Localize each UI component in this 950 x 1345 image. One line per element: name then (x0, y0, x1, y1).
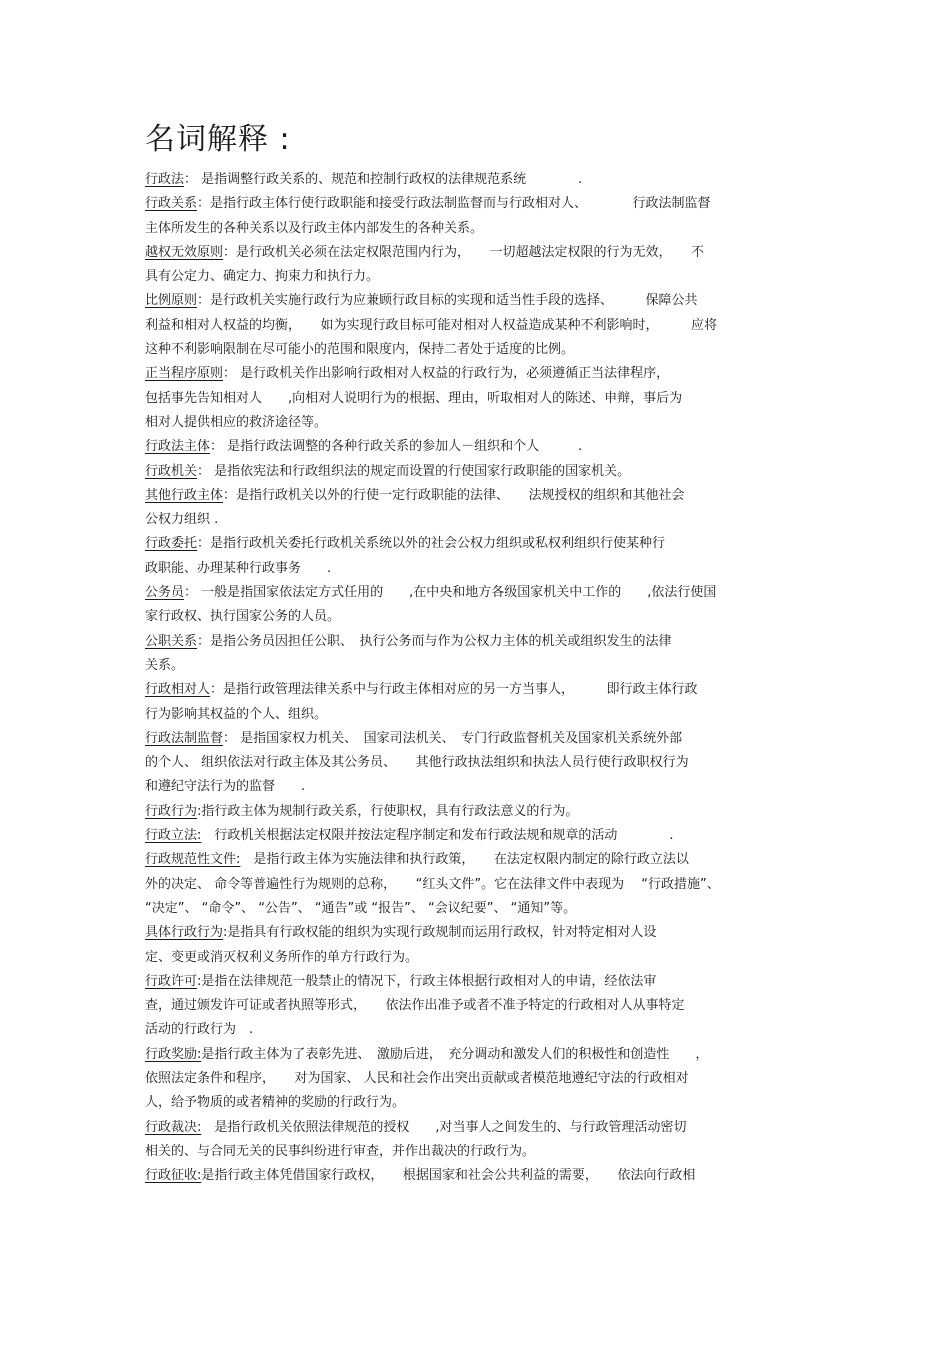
definition-line (145, 678, 810, 702)
definition-line (145, 217, 810, 241)
definition-term: 行政相对人 (145, 682, 211, 698)
definition-text: 人，给予物质的或者精神的奖励的行政行为。 (145, 1095, 406, 1111)
definition-entry (145, 678, 810, 727)
definition-text: ： 是指行政法调整的各种行政关系的参加人－组织和个人 . (210, 439, 583, 455)
definition-text: ：是指行政机关以外的行使一定行政职能的法律、 法规授权的组织和其他社会 (223, 487, 685, 503)
definition-line (145, 897, 810, 921)
definition-term: 行政法主体 (145, 439, 211, 455)
definition-line (145, 192, 810, 216)
definition-entry (145, 848, 810, 921)
definition-term: 公务员 (145, 585, 185, 601)
definition-text: 包括事先告知相对人 ,向相对人说明行为的根据、理由，听取相对人的陈述、申辩，事后为 (145, 390, 683, 406)
definition-line (145, 775, 810, 799)
definition-text: 是指行政主体为实施法律和执行政策， 在法定权限内制定的除行政立法以 (240, 852, 689, 868)
definition-text: ： 是指依宪法和行政组织法的规定而设置的行使国家行政职能的国家机关。 (197, 463, 631, 479)
definition-line (145, 1018, 810, 1042)
definition-line (145, 751, 810, 775)
definition-term: 行政征收: (145, 1168, 202, 1184)
definition-term: 行政法 (145, 172, 185, 187)
definition-text: 主体所发生的各种关系以及行政主体内部发生的各种关系。 (145, 220, 484, 236)
definition-term: 正当程序原则 (145, 366, 224, 382)
definition-entry (145, 1164, 810, 1188)
definition-entry (145, 1116, 810, 1165)
definition-line (145, 970, 810, 994)
definition-line (145, 362, 810, 386)
definition-term: 公职关系 (145, 633, 198, 649)
definition-line (145, 411, 810, 435)
definition-text: 和遵纪守法行为的监督 . (145, 779, 306, 795)
definition-term: 行政裁决: (145, 1119, 202, 1135)
definition-text: 的个人、 组织依法对行政主体及其公务员、 其他行政执法组织和执法人员行使行政职权行为 (145, 755, 689, 771)
definition-line (145, 824, 810, 848)
definition-text: 相关的、与合同无关的民事纠纷进行审查，并作出裁决的行政行为。 (145, 1143, 536, 1159)
definition-text: ：是指公务员因担任公职、 执行公务而与作为公权力主体的机关或组织发生的法律 (197, 633, 672, 649)
definition-text: “决定”、 “命令”、 “公告”、 “通告”或 “报告”、 “会议纪要”、 “通知”等。 (145, 900, 577, 916)
definition-text: 行为影响其权益的个人、组织。 (145, 706, 328, 722)
definition-text: ： 是指国家权力机关、 国家司法机关、 专门行政监督机关及国家机关系统外部 (223, 730, 683, 746)
definition-entry (145, 532, 810, 581)
definition-line (145, 800, 810, 824)
definition-text: 关系。 (145, 657, 185, 673)
definition-line (145, 1116, 810, 1140)
definition-entry (145, 921, 810, 970)
definition-text: :是指在法律规范一般禁止的情况下，行政主体根据行政相对人的申请，经依法审 (197, 973, 657, 989)
definition-line (145, 289, 810, 313)
definition-line (145, 994, 810, 1018)
definition-text: 行政机关根据法定权限并按法定程序制定和发布行政法规和规章的活动 . (201, 828, 674, 844)
definition-term: 越权无效原则 (145, 244, 224, 260)
definition-entry (145, 192, 810, 241)
definition-text: ：是行政机关必须在法定权限范围内行为， 一切超越法定权限的行为无效， 不 (223, 244, 705, 260)
definition-line (145, 1043, 810, 1067)
definition-text: 公权力组织 . (145, 512, 219, 528)
definition-line (145, 946, 810, 970)
definition-line (145, 241, 810, 265)
definition-term: 行政许可 (145, 973, 198, 989)
definition-text: ：是行政机关实施行政行为应兼顾行政目标的实现和适当性手段的选择、 保障公共 (197, 293, 698, 309)
definition-line (145, 460, 810, 484)
definition-line (145, 1140, 810, 1164)
definition-term: 行政奖励: (145, 1046, 202, 1062)
definition-entry (145, 1043, 810, 1116)
definition-text: 定、变更或消灭权利义务所作的单方行政行为。 (145, 949, 419, 965)
definition-line (145, 532, 810, 556)
definition-term: 比例原则 (145, 293, 198, 309)
definition-term: 行政委托 (145, 536, 198, 552)
definition-line (145, 314, 810, 338)
definition-line (145, 581, 810, 605)
definition-entry (145, 362, 810, 435)
definition-line (145, 557, 810, 581)
definition-text: 依照法定条件和程序， 对为国家、 人民和社会作出突出贡献或者模范地遵纪守法的行政相对 (145, 1070, 689, 1086)
definition-line (145, 484, 810, 508)
definition-line (145, 630, 810, 654)
definition-term: 具体行政行为 (145, 925, 224, 941)
definition-list (145, 168, 810, 1188)
definition-line (145, 654, 810, 678)
definition-text: 活动的行政行为 . (145, 1022, 254, 1038)
definition-line (145, 727, 810, 751)
definition-text: ： 是指调整行政关系的、规范和控制行政权的法律规范系统 . (184, 172, 583, 187)
definition-entry (145, 581, 810, 630)
definition-text: 是指行政主体凭借国家行政权， 根据国家和社会公共利益的需要， 依法向行政相 (201, 1168, 696, 1184)
definition-line (145, 508, 810, 532)
definition-entry (145, 484, 810, 533)
definition-line (145, 435, 810, 459)
definition-text: 相对人提供相应的救济途径等。 (145, 414, 328, 430)
definition-text: 这种不利影响限制在尽可能小的范围和限度内，保持二者处于适度的比例。 (145, 342, 575, 358)
definition-text: ：是指行政机关委托行政机关系统以外的社会公权力组织或私权利组织行使某种行 (197, 536, 666, 552)
definition-entry (145, 289, 810, 362)
definition-line (145, 703, 810, 727)
definition-entry (145, 970, 810, 1043)
definition-text: ：是指行政主体行使行政职能和接受行政法制监督而与行政相对人、 行政法制监督 (197, 196, 711, 212)
definition-term: 行政关系 (145, 196, 198, 212)
definition-line (145, 873, 810, 897)
definition-text: 具有公定力、确定力、拘束力和执行力。 (145, 269, 380, 285)
definition-line (145, 1164, 810, 1188)
definition-line (145, 605, 810, 629)
definition-text: 利益和相对人权益的均衡， 如为实现行政目标可能对相对人权益造成某种不利影响时， 应将 (145, 317, 718, 333)
definition-text: 是指行政机关依照法律规范的授权 ,对当事人之间发生的、与行政管理活动密切 (201, 1119, 687, 1135)
definition-text: :是指具有行政权能的组织为实现行政规制而运用行政权，针对特定相对人设 (223, 925, 657, 941)
definition-entry (145, 435, 810, 459)
definition-line (145, 1067, 810, 1091)
definition-term: 行政立法: (145, 828, 202, 844)
document-page (145, 118, 810, 1188)
definition-text: 外的决定、 命令等普遍性行为规则的总称， “红头文件”。它在法律文件中表现为 “行政措施”、 (145, 876, 720, 892)
definition-text: 查，通过颁发许可证或者执照等形式， 依法作出准予或者不准予特定的行政相对人从事特定 (145, 998, 685, 1014)
definition-term: 行政机关 (145, 463, 198, 479)
definition-text: ： 一般是指国家依法定方式任用的 ,在中央和地方各级国家机关中工作的 ,依法行使国 (184, 585, 717, 601)
definition-entry (145, 460, 810, 484)
definition-text: ：是指行政管理法律关系中与行政主体相对应的另一方当事人， 即行政主体行政 (210, 682, 698, 698)
definition-text: ： 是行政机关作出影响行政相对人权益的行政行为，必须遵循正当法律程序， (223, 366, 670, 382)
definition-entry (145, 241, 810, 290)
definition-entry (145, 168, 810, 192)
page-title: 名词解释 : (145, 122, 291, 157)
definition-text: 政职能、办理某种行政事务 . (145, 560, 332, 576)
definition-line (145, 921, 810, 945)
definition-entry (145, 727, 810, 800)
definition-term: 行政规范性文件: (145, 852, 241, 868)
definition-entry (145, 824, 810, 848)
definition-text: 家行政权、执行国家公务的人员。 (145, 609, 341, 625)
definition-line (145, 1091, 810, 1115)
definition-line (145, 265, 810, 289)
definition-text: :指行政主体为规制行政关系，行使职权，具有行政法意义的行为。 (197, 803, 579, 819)
definition-entry (145, 800, 810, 824)
definition-term: 行政法制监督 (145, 730, 224, 746)
definition-entry (145, 630, 810, 679)
definition-line (145, 387, 810, 411)
definition-term: 其他行政主体 (145, 487, 224, 503)
definition-line (145, 338, 810, 362)
definition-term: 行政行为 (145, 803, 198, 819)
definition-line (145, 168, 810, 192)
definition-line (145, 848, 810, 872)
definition-text: 是指行政主体为了表彰先进、 激励后进， 充分调动和激发人们的积极性和创造性 ， (201, 1046, 709, 1062)
